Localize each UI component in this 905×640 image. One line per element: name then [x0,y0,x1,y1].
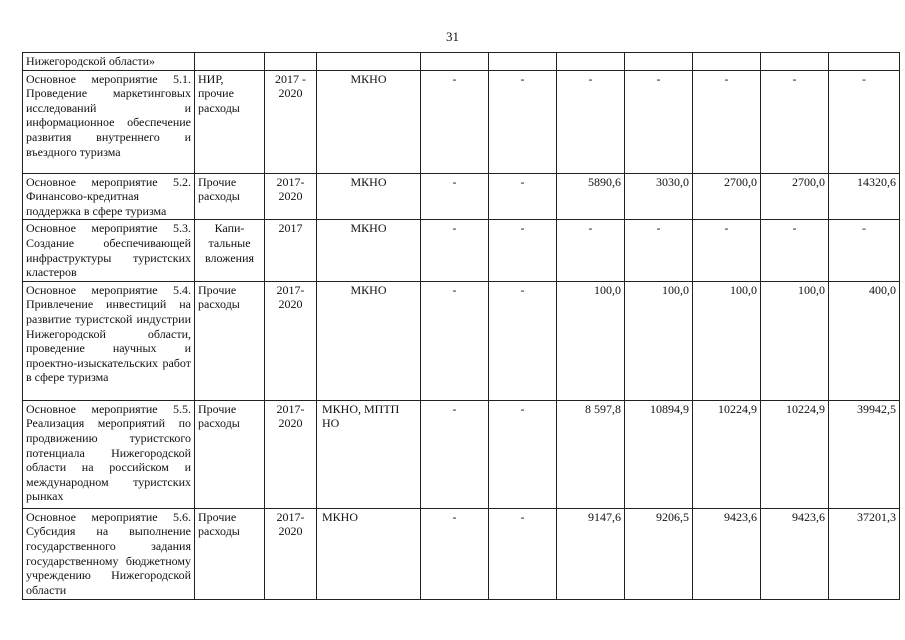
value-cell: - [829,220,900,281]
value-cell: - [489,508,557,599]
table-row [23,173,900,220]
value-cell: - [421,220,489,281]
value-cell: - [421,400,489,508]
value-cell: - [489,173,557,220]
executor: МКНО, МПТП НО [317,400,421,508]
page-number: 31 [446,29,459,44]
value-cell: - [421,70,489,173]
value-cell: - [489,220,557,281]
value-cell: 2700,0 [761,173,829,220]
table-row [23,281,900,400]
value-cell: 100,0 [557,281,625,400]
value-cell: - [421,281,489,400]
value-cell: - [693,220,761,281]
value-cell: 400,0 [829,281,900,400]
value-cell: 9147,6 [557,508,625,599]
period: 2017- 2020 [265,173,317,220]
continuation-text: Нижегородской области» [23,53,195,71]
value-cell: 10224,9 [761,400,829,508]
value-cell: 5890,6 [557,173,625,220]
expense-type: Прочие расходы [195,281,265,400]
continuation-row [23,53,900,71]
value-cell: 9206,5 [625,508,693,599]
value-cell: 39942,5 [829,400,900,508]
value-cell: - [557,70,625,173]
activity-name: Основное мероприятие 5.6. Субсидия на выполнение государственного задания государственному бюджетному учреждению Нижегородской области [23,508,195,599]
executor: МКНО [317,508,421,599]
activity-name: Основное мероприятие 5.3. Создание обеспечивающей инфраструктуры туристских кластеров [23,220,195,281]
value-cell: - [421,173,489,220]
table-row [23,400,900,508]
table-row [23,220,900,281]
table-row [23,508,900,599]
executor: МКНО [317,70,421,173]
period: 2017- 2020 [265,400,317,508]
period: 2017- 2020 [265,281,317,400]
activity-name: Основное мероприятие 5.2. Финансово-кредитная поддержка в сфере туризма [23,173,195,220]
expense-type: Капи- тальные вложения [195,220,265,281]
executor: МКНО [317,220,421,281]
executor: МКНО [317,173,421,220]
period: 2017- 2020 [265,508,317,599]
value-cell: 10224,9 [693,400,761,508]
expense-type: НИР, прочие расходы [195,70,265,173]
activity-name: Основное мероприятие 5.5. Реализация мероприятий по продвижению туристского потенциала Нижегородской области на российском и международном туристских рынках [23,400,195,508]
value-cell: 14320,6 [829,173,900,220]
value-cell: 3030,0 [625,173,693,220]
value-cell: 10894,9 [625,400,693,508]
expense-type: Прочие расходы [195,173,265,220]
program-activities-table [22,52,900,600]
value-cell: - [693,70,761,173]
value-cell: - [489,281,557,400]
value-cell: - [489,400,557,508]
value-cell: 37201,3 [829,508,900,599]
value-cell: - [421,508,489,599]
value-cell: - [761,70,829,173]
value-cell: 8 597,8 [557,400,625,508]
value-cell: 100,0 [693,281,761,400]
value-cell: 100,0 [625,281,693,400]
value-cell: 2700,0 [693,173,761,220]
value-cell: - [625,220,693,281]
value-cell: 100,0 [761,281,829,400]
expense-type: Прочие расходы [195,508,265,599]
value-cell: - [761,220,829,281]
activity-name: Основное мероприятие 5.1. Проведение маркетинговых исследований и информационное обеспечение развития внутреннего и въездного туризма [23,70,195,173]
expense-type: Прочие расходы [195,400,265,508]
value-cell: 9423,6 [693,508,761,599]
value-cell: - [829,70,900,173]
value-cell: 9423,6 [761,508,829,599]
period: 2017 [265,220,317,281]
executor: МКНО [317,281,421,400]
value-cell: - [625,70,693,173]
period: 2017 - 2020 [265,70,317,173]
value-cell: - [557,220,625,281]
activity-name: Основное мероприятие 5.4. Привлечение инвестиций на развитие туристской индустрии Нижегородской области, проведение научных и проектно-изыскательских работ в сфере туризма [23,281,195,400]
value-cell: - [489,70,557,173]
table-row [23,70,900,173]
